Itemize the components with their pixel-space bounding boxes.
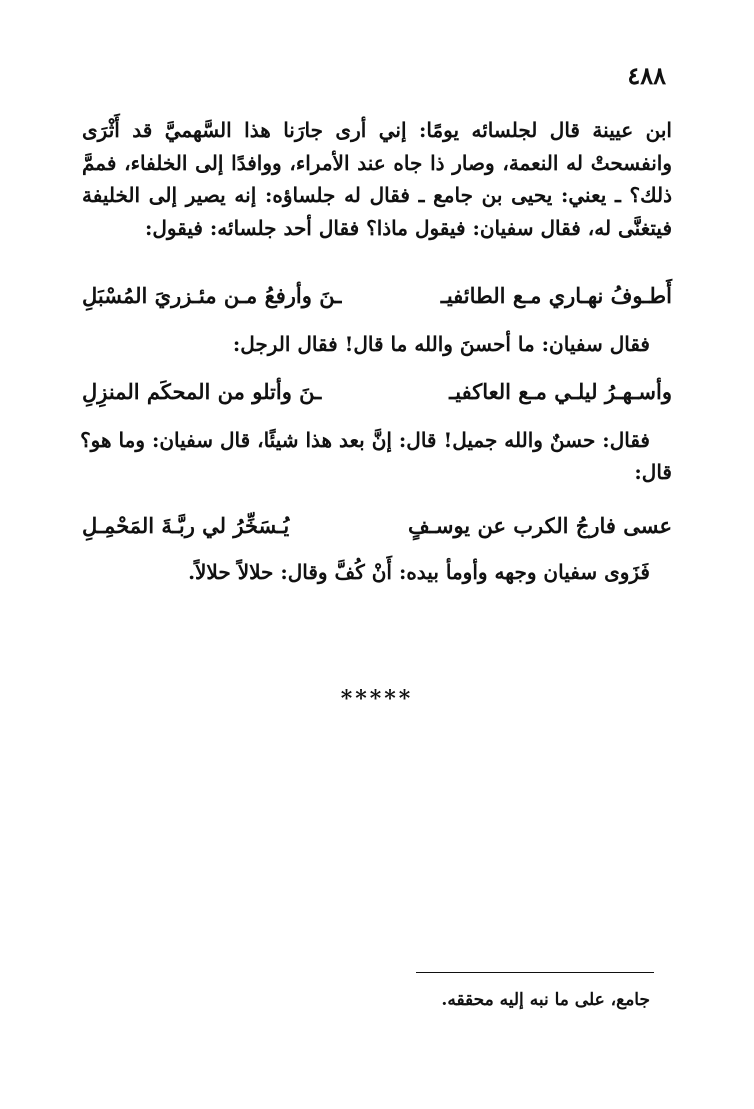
page-number: ٤٨٨ bbox=[627, 61, 666, 90]
paragraph-line: وانفسحتْ له النعمة، وصار ذا جاه عند الأمراء، ووافدًا إلى الخلفاء، فممَّ bbox=[82, 150, 672, 175]
narration-3: فَزَوى سفيان وجهه وأومأ بيده: أَنْ كُفَّ وقال: حلالاً حلالاً. bbox=[188, 560, 650, 584]
paragraph-1 bbox=[82, 114, 672, 244]
narration-2-line-1: فقال: حسنٌ والله جميل! قال: إنَّ بعد هذا شيئًا، قال سفيان: وما هو؟ bbox=[80, 428, 650, 452]
paragraph-line: ابن عيينة قال لجلسائه يومًا: إني أرى جارَنا هذا السَّهميَّ قد أَثْرَى bbox=[82, 118, 672, 142]
verse-2 bbox=[82, 372, 672, 412]
footnote: جامع، على ما نبه إليه محققه. bbox=[441, 990, 650, 1010]
section-ornament: ***** bbox=[340, 686, 414, 712]
footnote-divider bbox=[416, 972, 654, 973]
verse-first-hemistich: عسى فارجُ الكرب عن يوسـفٍ bbox=[407, 513, 672, 538]
paragraph-line: فيتغنَّى له، فقال سفيان: فيقول ماذا؟ فقال أحد جلسائه: فيقول: bbox=[144, 215, 672, 240]
narration-1: فقال سفيان: ما أحسنَ والله ما قال! فقال الرجل: bbox=[232, 332, 650, 356]
paragraph-line: ذلك؟ ـ يعني: يحيى بن جامع ـ فقال له جلساؤه: إنه يصير إلى الخليفة bbox=[82, 183, 672, 207]
narration-2-line-2: قال: bbox=[634, 460, 672, 484]
verse-first-hemistich: وأسـهـرُ ليلـي مـع العاكفيـ bbox=[449, 379, 672, 404]
verse-3 bbox=[82, 506, 672, 546]
verse-second-hemistich: ـنَ وأرفعُ مـن مئـزريَ المُسْبَلِ bbox=[82, 283, 342, 308]
verse-first-hemistich: أَطـوفُ نهـاري مـع الطائفيـ bbox=[440, 283, 672, 308]
verse-second-hemistich: يُـسَخِّرُ لي ربَّـةَ المَحْمِـلِ bbox=[82, 513, 290, 538]
verse-1 bbox=[82, 276, 672, 316]
verse-second-hemistich: ـنَ وأتلو من المحكَم المنزِلِ bbox=[82, 379, 322, 404]
